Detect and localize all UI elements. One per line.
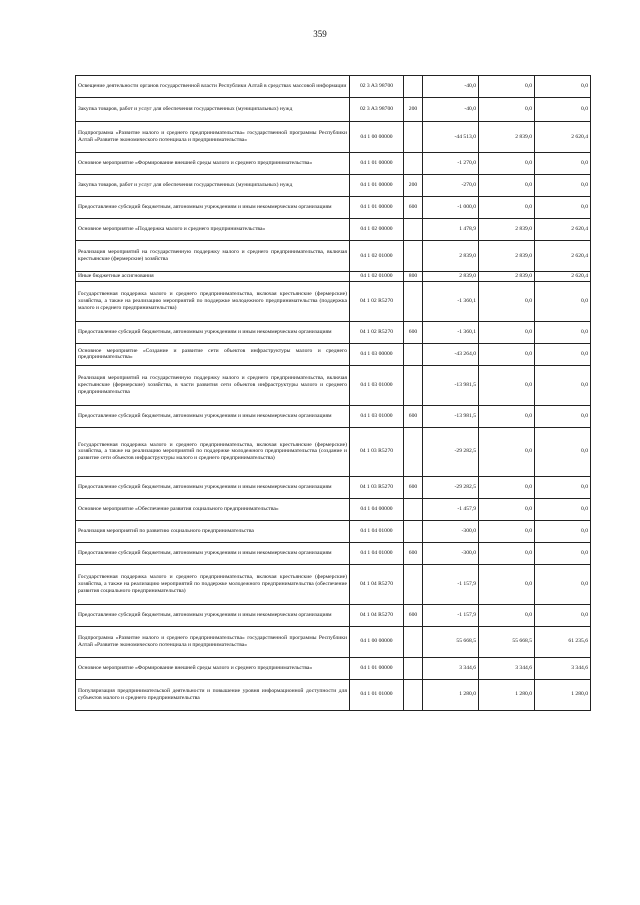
row-amount-2: 0,0 [479, 476, 535, 498]
row-name: Иные бюджетные ассигнования [76, 272, 350, 282]
table-row [76, 542, 591, 564]
row-expense-type [404, 219, 423, 241]
table-row [76, 626, 591, 657]
row-code: 04 1 02 01000 [350, 272, 404, 282]
row-amount-3: 0,0 [535, 197, 591, 219]
row-expense-type: 600 [404, 542, 423, 564]
row-amount-2: 55 668,5 [479, 626, 535, 657]
row-expense-type: 200 [404, 98, 423, 122]
row-amount-2: 0,0 [479, 498, 535, 520]
row-code: 04 1 03 00000 [350, 343, 404, 365]
row-amount-1: -300,0 [423, 542, 479, 564]
row-code: 04 1 01 01000 [350, 679, 404, 710]
row-amount-2: 2 839,0 [479, 272, 535, 282]
row-name: Основное мероприятие «Создание и развитие сети объектов инфраструктуры малого и среднего предпринимательства» [76, 343, 350, 365]
row-amount-3: 1 280,0 [535, 679, 591, 710]
row-amount-2: 2 839,0 [479, 241, 535, 272]
row-amount-3: 0,0 [535, 476, 591, 498]
row-amount-2: 0,0 [479, 542, 535, 564]
row-amount-3: 0,0 [535, 76, 591, 98]
row-expense-type [404, 281, 423, 321]
row-code: 04 1 03 R5270 [350, 427, 404, 476]
row-amount-3: 2 620,4 [535, 272, 591, 282]
row-code: 04 1 02 01000 [350, 241, 404, 272]
row-expense-type [404, 498, 423, 520]
table-row [76, 343, 591, 365]
row-amount-3: 3 344,6 [535, 657, 591, 679]
row-code: 04 1 01 00000 [350, 175, 404, 197]
row-name: Основное мероприятие «Обеспечение развития социального предпринимательства» [76, 498, 350, 520]
row-amount-1: 55 668,5 [423, 626, 479, 657]
table-row [76, 476, 591, 498]
row-code: 04 1 01 00000 [350, 153, 404, 175]
row-expense-type [404, 657, 423, 679]
row-code: 04 1 00 00000 [350, 626, 404, 657]
row-amount-1: -1 000,0 [423, 197, 479, 219]
row-code: 04 1 02 R5270 [350, 281, 404, 321]
table-row [76, 321, 591, 343]
table-row [76, 76, 591, 98]
row-amount-1: -270,0 [423, 175, 479, 197]
row-amount-1: -1 270,0 [423, 153, 479, 175]
row-amount-3: 0,0 [535, 542, 591, 564]
row-code: 04 1 01 00000 [350, 657, 404, 679]
row-amount-2: 2 839,0 [479, 219, 535, 241]
row-amount-1: -1 360,1 [423, 281, 479, 321]
row-expense-type [404, 365, 423, 405]
row-expense-type [404, 343, 423, 365]
row-amount-3: 0,0 [535, 321, 591, 343]
row-amount-3: 0,0 [535, 175, 591, 197]
row-amount-1: 2 839,0 [423, 272, 479, 282]
row-code: 02 3 A3 98700 [350, 98, 404, 122]
row-amount-3: 2 620,4 [535, 241, 591, 272]
row-amount-2: 0,0 [479, 564, 535, 604]
table-row [76, 175, 591, 197]
row-code: 04 1 04 00000 [350, 498, 404, 520]
row-amount-3: 0,0 [535, 365, 591, 405]
row-amount-3: 0,0 [535, 498, 591, 520]
row-amount-1: -29 282,5 [423, 427, 479, 476]
row-code: 04 1 03 R5270 [350, 476, 404, 498]
row-name: Закупка товаров, работ и услуг для обеспечения государственных (муниципальных) нужд [76, 98, 350, 122]
table-row [76, 197, 591, 219]
row-code: 04 1 02 R5270 [350, 321, 404, 343]
row-expense-type: 800 [404, 272, 423, 282]
row-expense-type [404, 76, 423, 98]
row-name: Основное мероприятие «Формирование внешней среды малого и среднего предпринимательства» [76, 153, 350, 175]
row-amount-2: 0,0 [479, 281, 535, 321]
row-expense-type [404, 626, 423, 657]
row-amount-2: 0,0 [479, 321, 535, 343]
table-row [76, 657, 591, 679]
row-amount-1: -1 157,9 [423, 564, 479, 604]
budget-table [75, 75, 591, 711]
table-row [76, 153, 591, 175]
row-amount-1: -29 282,5 [423, 476, 479, 498]
row-expense-type: 600 [404, 197, 423, 219]
row-name: Закупка товаров, работ и услуг для обеспечения государственных (муниципальных) нужд [76, 175, 350, 197]
row-amount-2: 0,0 [479, 98, 535, 122]
row-code: 04 1 04 01000 [350, 520, 404, 542]
row-expense-type [404, 153, 423, 175]
row-expense-type [404, 564, 423, 604]
row-code: 04 1 02 00000 [350, 219, 404, 241]
row-expense-type [404, 427, 423, 476]
page-number: 359 [313, 29, 327, 39]
row-code: 04 1 04 R5270 [350, 604, 404, 626]
row-amount-3: 0,0 [535, 343, 591, 365]
table-row [76, 564, 591, 604]
row-name: Популяризация предпринимательской деятельности и повышение уровня информационной доступности для субъектов малого и среднего предпринимательства [76, 679, 350, 710]
row-code: 04 1 03 01000 [350, 405, 404, 427]
table-row [76, 427, 591, 476]
row-amount-1: -40,0 [423, 76, 479, 98]
table-row [76, 365, 591, 405]
row-amount-2: 0,0 [479, 175, 535, 197]
row-amount-1: -1 157,9 [423, 604, 479, 626]
row-expense-type: 600 [404, 321, 423, 343]
row-name: Государственная поддержка малого и среднего предпринимательства, включая крестьянские (фермерские) хозяйства, а также на реализацию мероприятий по поддержке молодежного предпринимательства (создание и развитие сети объектов инфраструктуры малого и среднего предпринимательства) [76, 427, 350, 476]
row-amount-2: 0,0 [479, 76, 535, 98]
row-amount-3: 0,0 [535, 564, 591, 604]
row-amount-2: 0,0 [479, 604, 535, 626]
budget-table-body [76, 76, 591, 711]
table-row [76, 241, 591, 272]
row-expense-type: 600 [404, 604, 423, 626]
row-amount-2: 0,0 [479, 153, 535, 175]
row-name: Реализация мероприятий на государственную поддержку малого и среднего предпринимательства, включая крестьянские (фермерские) хозяйства [76, 241, 350, 272]
row-amount-1: -1 457,9 [423, 498, 479, 520]
table-row [76, 219, 591, 241]
row-amount-3: 0,0 [535, 604, 591, 626]
row-expense-type: 200 [404, 175, 423, 197]
table-row [76, 604, 591, 626]
row-expense-type [404, 679, 423, 710]
row-amount-1: 1 478,9 [423, 219, 479, 241]
row-amount-3: 61 235,6 [535, 626, 591, 657]
row-amount-3: 0,0 [535, 427, 591, 476]
row-code: 04 1 04 R5270 [350, 564, 404, 604]
table-row [76, 405, 591, 427]
row-amount-1: 3 344,6 [423, 657, 479, 679]
row-amount-1: -44 513,0 [423, 122, 479, 153]
row-amount-3: 0,0 [535, 520, 591, 542]
table-row [76, 679, 591, 710]
row-name: Подпрограмма «Развитие малого и среднего предпринимательства» государственной программы Республики Алтай «Развитие экономического потенциала и предпринимательства» [76, 122, 350, 153]
row-expense-type: 600 [404, 405, 423, 427]
table-row [76, 520, 591, 542]
row-amount-2: 1 280,0 [479, 679, 535, 710]
row-amount-2: 0,0 [479, 520, 535, 542]
row-name: Предоставление субсидий бюджетным, автономным учреждениям и иным некоммерческим организациям [76, 476, 350, 498]
row-amount-1: 1 280,0 [423, 679, 479, 710]
row-name: Подпрограмма «Развитие малого и среднего предпринимательства» государственной программы Республики Алтай «Развитие экономического потенциала и предпринимательства» [76, 626, 350, 657]
row-expense-type: 600 [404, 476, 423, 498]
row-name: Государственная поддержка малого и среднего предпринимательства, включая крестьянские (фермерские) хозяйства, а также на реализацию мероприятий по поддержке молодежного предпринимательства (обеспечение развития социального предпринимательства) [76, 564, 350, 604]
row-name: Предоставление субсидий бюджетным, автономным учреждениям и иным некоммерческим организациям [76, 197, 350, 219]
row-amount-2: 3 344,6 [479, 657, 535, 679]
row-amount-2: 0,0 [479, 427, 535, 476]
row-amount-3: 2 620,4 [535, 219, 591, 241]
row-name: Предоставление субсидий бюджетным, автономным учреждениям и иным некоммерческим организациям [76, 542, 350, 564]
row-amount-1: -43 264,0 [423, 343, 479, 365]
row-code: 04 1 04 01000 [350, 542, 404, 564]
row-name: Основное мероприятие «Формирование внешней среды малого и среднего предпринимательства» [76, 657, 350, 679]
row-amount-1: -13 981,5 [423, 405, 479, 427]
row-amount-1: -1 360,1 [423, 321, 479, 343]
row-amount-2: 0,0 [479, 405, 535, 427]
row-name: Реализация мероприятий по развитию социального предпринимательства [76, 520, 350, 542]
row-name: Предоставление субсидий бюджетным, автономным учреждениям и иным некоммерческим организациям [76, 604, 350, 626]
row-code: 04 1 00 00000 [350, 122, 404, 153]
row-amount-3: 0,0 [535, 98, 591, 122]
row-amount-2: 0,0 [479, 197, 535, 219]
table-row [76, 498, 591, 520]
row-name: Государственная поддержка малого и среднего предпринимательства, включая крестьянские (фермерские) хозяйства, а также на реализацию мероприятий по поддержке молодежного предпринимательства (поддержка малого и среднего предпринимательства) [76, 281, 350, 321]
row-code: 04 1 01 00000 [350, 197, 404, 219]
row-name: Предоставление субсидий бюджетным, автономным учреждениям и иным некоммерческим организациям [76, 405, 350, 427]
table-row [76, 272, 591, 282]
table-row [76, 122, 591, 153]
row-amount-1: -40,0 [423, 98, 479, 122]
row-code: 04 1 03 01000 [350, 365, 404, 405]
row-amount-3: 0,0 [535, 153, 591, 175]
table-row [76, 281, 591, 321]
row-amount-3: 0,0 [535, 405, 591, 427]
row-amount-1: -13 981,5 [423, 365, 479, 405]
row-code: 02 3 A3 98700 [350, 76, 404, 98]
row-amount-2: 0,0 [479, 365, 535, 405]
row-amount-2: 0,0 [479, 343, 535, 365]
row-expense-type [404, 122, 423, 153]
row-amount-1: 2 839,0 [423, 241, 479, 272]
row-amount-3: 2 620,4 [535, 122, 591, 153]
row-amount-2: 2 839,0 [479, 122, 535, 153]
table-row [76, 98, 591, 122]
row-expense-type [404, 520, 423, 542]
row-name: Реализация мероприятий на государственную поддержку малого и среднего предпринимательства, включая крестьянские (фермерские) хозяйства, в части развития сети объектов инфраструктуры малого и среднего предпринимательства [76, 365, 350, 405]
row-expense-type [404, 241, 423, 272]
row-name: Предоставление субсидий бюджетным, автономным учреждениям и иным некоммерческим организациям [76, 321, 350, 343]
row-amount-3: 0,0 [535, 281, 591, 321]
row-amount-1: -300,0 [423, 520, 479, 542]
row-name: Освещение деятельности органов государственной власти Республики Алтай в средствах массовой информации [76, 76, 350, 98]
row-name: Основное мероприятие «Поддержка малого и среднего предпринимательства» [76, 219, 350, 241]
